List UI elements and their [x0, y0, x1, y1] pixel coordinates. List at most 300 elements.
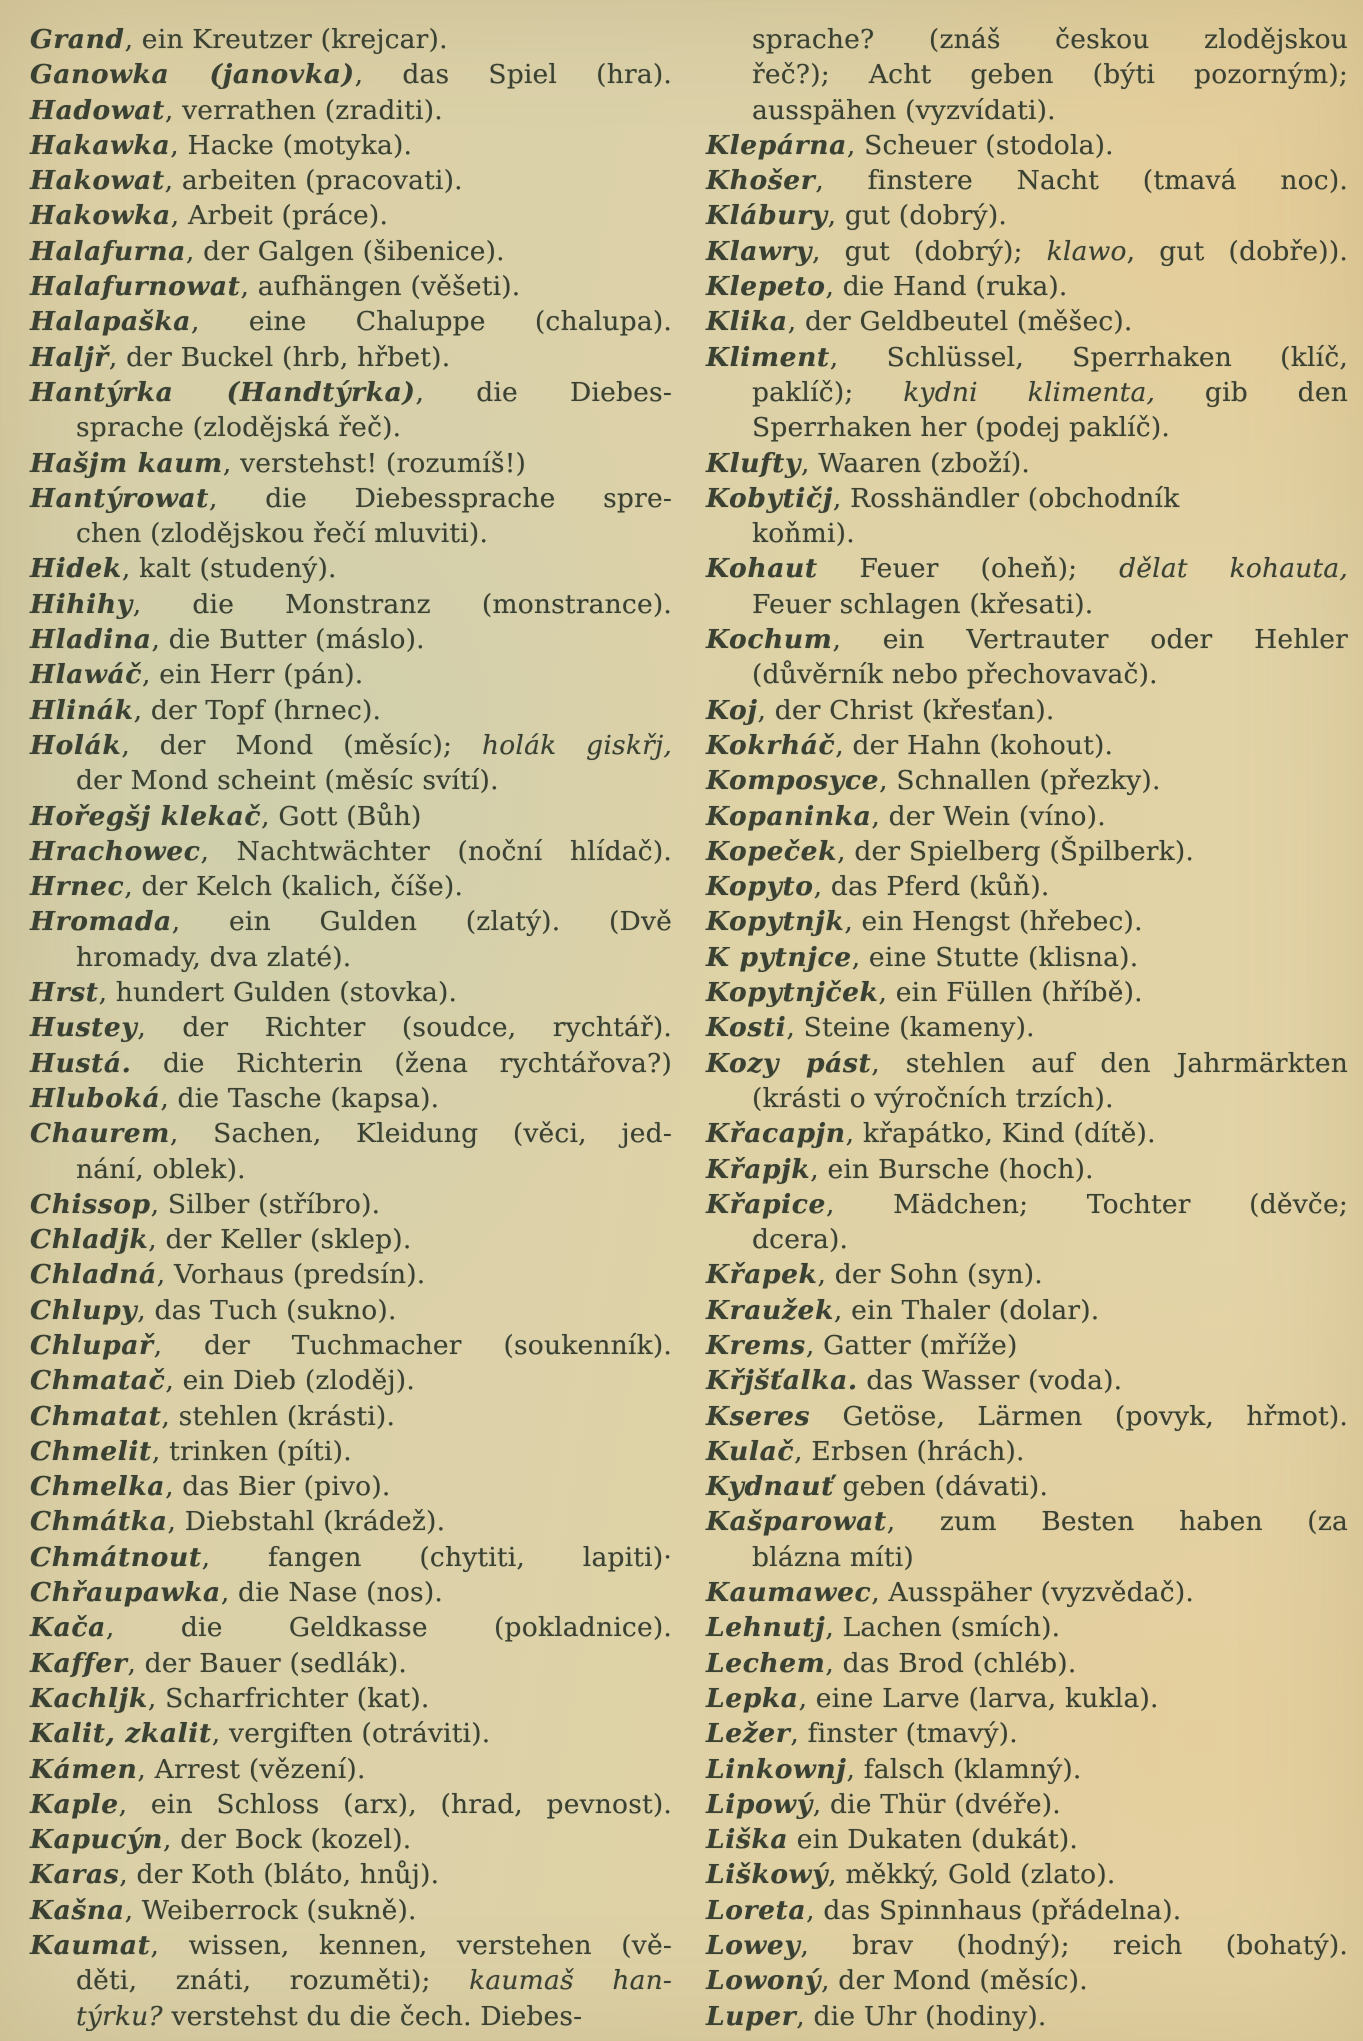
gloss-text: , Waaren (zboží). — [801, 447, 1031, 479]
gloss-text: das Wasser (voda). — [857, 1365, 1123, 1397]
gloss-text: , der Christ (křesťan). — [757, 694, 1055, 726]
gloss-text: , Rosshändler (obchodník — [832, 482, 1180, 514]
headword: Kseres — [706, 1400, 811, 1432]
dictionary-line — [706, 1999, 1348, 2034]
gloss-text: , zum Besten haben (za — [886, 1506, 1348, 1538]
headword: Kosti — [706, 1012, 787, 1044]
gloss-text: , ein Dieb (zloděj). — [165, 1365, 415, 1397]
dictionary-line — [30, 869, 672, 904]
gloss-text: (důvěrník nebo přechovavač). — [752, 659, 1158, 691]
gloss-text: , Steine (kameny). — [786, 1012, 1035, 1044]
dictionary-line — [30, 410, 672, 445]
dictionary-line — [706, 975, 1348, 1010]
gloss-text: , das Bier (pivo). — [165, 1471, 391, 1503]
dictionary-line — [706, 57, 1348, 92]
headword: Linkownj — [706, 1753, 847, 1785]
dictionary-line — [30, 1469, 672, 1504]
dictionary-line — [706, 799, 1348, 834]
dictionary-line — [706, 128, 1348, 163]
dictionary-line — [706, 446, 1348, 481]
dictionary-line — [30, 1646, 672, 1681]
dictionary-line — [30, 799, 672, 834]
dictionary-line — [30, 1152, 672, 1187]
headword: K pytnjce — [706, 941, 852, 973]
headword: Kaumat — [30, 1930, 151, 1962]
gloss-text: , Ausspäher (vyzvědač). — [871, 1577, 1195, 1609]
gloss-text: , Vorhaus (predsín). — [156, 1259, 426, 1291]
gloss-text: , Diebstahl (krádež). — [167, 1506, 446, 1538]
gloss-text: , ein Herr (pán). — [142, 659, 364, 691]
headword: Liška — [706, 1824, 789, 1856]
gloss-text: , Arbeit (práce). — [170, 200, 389, 232]
dictionary-line — [706, 693, 1348, 728]
dictionary-line — [706, 1363, 1348, 1398]
gloss-text: , das Spiel (hra). — [354, 59, 672, 91]
gloss-text: , stehlen (krásti). — [161, 1400, 396, 1432]
headword: Kapucýn — [30, 1824, 163, 1856]
gloss-text: , der Galgen (šibenice). — [185, 235, 505, 267]
dictionary-line — [30, 1222, 672, 1257]
headword: Komposyce — [706, 765, 880, 797]
dictionary-line — [30, 1822, 672, 1857]
gloss-text: , ein Gulden (zlatý). (Dvě — [171, 906, 672, 938]
headword: Kašparowat — [706, 1506, 887, 1538]
gloss-text: , der Bauer (sedlák). — [127, 1647, 408, 1679]
headword: Chaurem — [30, 1118, 170, 1150]
cant-phrase: klawo — [1046, 235, 1127, 267]
gloss-text: , wissen, kennen, verstehen (vě- — [150, 1930, 672, 1962]
headword: Holák — [30, 729, 122, 761]
headword: Kohaut — [706, 553, 818, 585]
headword: Halafurnowat — [30, 271, 241, 303]
headword: Kalit, zkalit — [30, 1718, 212, 1750]
gloss-text: , Lachen (smích). — [825, 1612, 1061, 1644]
headword: Hustá. — [30, 1047, 132, 1079]
headword: Kaffer — [30, 1647, 128, 1679]
headword: Hrnec — [30, 871, 125, 903]
gloss-text: , die Monstranz (monstrance). — [132, 588, 672, 620]
gloss-text: der Mond scheint (měsíc svítí). — [76, 765, 499, 797]
gloss-text: , der Mond (měsíc). — [821, 1965, 1088, 1997]
headword: Hantýrowat — [30, 482, 209, 514]
headword: Lehnutj — [706, 1612, 826, 1644]
dictionary-line — [30, 904, 672, 939]
dictionary-line — [706, 1716, 1348, 1751]
gloss-text: , der Tuchmacher (soukenník). — [153, 1329, 672, 1361]
gloss-text: , ein Kreutzer (krejcar). — [124, 24, 448, 55]
gloss-text: , das Brod (chléb). — [825, 1647, 1077, 1679]
gloss-text: , křapátko, Kind (dítě). — [845, 1118, 1156, 1150]
dictionary-line — [30, 1752, 672, 1787]
dictionary-line — [30, 22, 672, 57]
dictionary-line — [706, 551, 1348, 586]
dictionary-line — [706, 1963, 1348, 1998]
cant-phrase: kydni klimenta, — [903, 376, 1156, 408]
headword: Hadowat — [30, 94, 165, 126]
dictionary-line — [706, 1116, 1348, 1151]
gloss-text: , Erbsen (hrách). — [794, 1435, 1025, 1467]
dictionary-line — [30, 1187, 672, 1222]
dictionary-line — [30, 516, 672, 551]
gloss-text: , ein Hengst (hřebec). — [844, 906, 1143, 938]
gloss-text: Sperrhaken her (podej paklíč). — [752, 412, 1170, 444]
dictionary-line — [30, 304, 672, 339]
dictionary-line — [30, 1716, 672, 1751]
gloss-text: , Schnallen (přezky). — [879, 765, 1161, 797]
gloss-text: , eine Larve (larva, kukla). — [798, 1682, 1159, 1714]
headword: Kobytičj — [706, 482, 833, 514]
gloss-text: sprache (zlodějská řeč). — [76, 412, 402, 444]
headword: Křapek — [706, 1259, 818, 1291]
dictionary-line — [706, 198, 1348, 233]
gloss-text: Feuer (oheň); — [817, 553, 1120, 585]
left-column — [30, 22, 672, 2041]
headword: Hustey — [30, 1012, 138, 1044]
gloss-text: , der Hahn (kohout). — [835, 729, 1114, 761]
dictionary-line — [706, 869, 1348, 904]
dictionary-line — [30, 1893, 672, 1928]
gloss-text: , Nachtwächter (noční hlídač). — [200, 835, 672, 867]
gloss-text: , die Diebes- — [415, 376, 672, 408]
gloss-text: (krásti o výročních trzích). — [752, 1082, 1114, 1114]
dictionary-line — [30, 975, 672, 1010]
headword: Lepka — [706, 1682, 799, 1714]
dictionary-line — [706, 516, 1348, 551]
headword: Hlawáč — [30, 659, 142, 691]
cant-phrase: dělat kohauta, — [1119, 553, 1348, 585]
headword: Hantýrka (Handtýrka) — [30, 376, 416, 408]
gloss-text: , vergiften (otráviti). — [211, 1718, 491, 1750]
gloss-text: , Gatter (mříže) — [805, 1329, 1018, 1361]
dictionary-line — [30, 1999, 672, 2034]
headword: Křapice — [706, 1188, 826, 1220]
dictionary-line — [706, 1222, 1348, 1257]
dictionary-line — [706, 1081, 1348, 1116]
gloss-text: , Sachen, Kleidung (věci, jed- — [169, 1118, 672, 1150]
headword: Hluboká — [30, 1082, 161, 1114]
dictionary-line — [30, 1010, 672, 1045]
dictionary-line — [30, 1787, 672, 1822]
dictionary-line — [706, 1857, 1348, 1892]
gloss-text: , ein Bursche (hoch). — [810, 1153, 1094, 1185]
dictionary-line — [30, 587, 672, 622]
dictionary-line — [706, 1257, 1348, 1292]
gloss-text: koňmi). — [752, 518, 855, 550]
gloss-text: , verstehst! (rozumíš!) — [222, 447, 527, 479]
gloss-text: , der Koth (bláto, hnůj). — [119, 1859, 440, 1891]
gloss-text: , ein Schloss (arx), (hrad, pevnost). — [118, 1788, 672, 1820]
headword: Křjšťalka. — [706, 1365, 858, 1397]
dictionary-line — [30, 481, 672, 516]
dictionary-line — [706, 587, 1348, 622]
dictionary-line — [706, 410, 1348, 445]
headword: Lowey — [706, 1930, 801, 1962]
dictionary-line — [30, 1257, 672, 1292]
gloss-text: , der Richter (soudce, rychtář). — [137, 1012, 672, 1044]
headword: Kydnauť — [706, 1471, 834, 1503]
gloss-text: , Schlüssel, Sperrhaken (klíč, — [829, 341, 1348, 373]
gloss-text: , aufhängen (věšeti). — [240, 271, 521, 303]
dictionary-line — [30, 1399, 672, 1434]
dictionary-line — [30, 622, 672, 657]
gloss-text: , Hacke (motyka). — [170, 129, 413, 161]
dictionary-line — [706, 340, 1348, 375]
headword: Kopaninka — [706, 800, 872, 832]
headword: Liškowý — [706, 1859, 829, 1891]
dictionary-line — [706, 1928, 1348, 1963]
dictionary-line — [30, 446, 672, 481]
gloss-text: , Silber (stříbro). — [150, 1188, 381, 1220]
dictionary-line — [706, 834, 1348, 869]
headword: Klepárna — [706, 129, 847, 161]
dictionary-line — [706, 1469, 1348, 1504]
headword: Klika — [706, 306, 788, 338]
headword: Chladjk — [30, 1224, 149, 1256]
dictionary-line — [30, 1293, 672, 1328]
gloss-text: Getöse, Lärmen (povyk, hřmot). — [810, 1400, 1348, 1432]
gloss-text: , die Thür (dvéře). — [812, 1788, 1061, 1820]
headword: Chřaupawka — [30, 1577, 221, 1609]
gloss-text: , stehlen auf den Jahrmärkten — [871, 1047, 1348, 1079]
gloss-text: , das Spinnhaus (přádelna). — [806, 1894, 1182, 1926]
gloss-text: ein Dukaten (dukát). — [788, 1824, 1079, 1856]
headword: Kokrháč — [706, 729, 836, 761]
dictionary-line — [706, 940, 1348, 975]
dictionary-line — [706, 657, 1348, 692]
headword: Kaumawec — [706, 1577, 872, 1609]
gloss-text: , der Topf (hrnec). — [133, 694, 382, 726]
gloss-text: , ein Füllen (hříbě). — [878, 977, 1143, 1009]
headword: Kámen — [30, 1753, 138, 1785]
dictionary-line — [30, 163, 672, 198]
dictionary-line — [706, 1646, 1348, 1681]
dictionary-line — [706, 1293, 1348, 1328]
gloss-text: die Richterin (žena rychtářova?) — [131, 1047, 672, 1079]
dictionary-line — [30, 57, 672, 92]
gloss-text: , die Diebessprache spre- — [208, 482, 672, 514]
gloss-text: , ein Thaler (dolar). — [833, 1294, 1100, 1326]
dictionary-line — [30, 1116, 672, 1151]
headword: Chmátka — [30, 1506, 168, 1538]
gloss-text: , gut (dobrý); — [812, 235, 1047, 267]
gloss-text: , finster (tmavý). — [790, 1718, 1018, 1750]
gloss-text: , kalt (studený). — [121, 553, 337, 585]
headword: Luper — [706, 2000, 797, 2032]
cant-phrase: holák giskřj, — [482, 729, 672, 761]
headword: Hakawka — [30, 129, 171, 161]
headword: Chlupař — [30, 1329, 154, 1361]
dictionary-line — [706, 93, 1348, 128]
gloss-text: , das Pferd (kůň). — [813, 871, 1050, 903]
gloss-text: , eine Chaluppe (chalupa). — [191, 306, 672, 338]
gloss-text: geben (dávati). — [833, 1471, 1049, 1503]
dictionary-line — [706, 1187, 1348, 1222]
headword: Kozy pást — [706, 1047, 872, 1079]
headword: Kopytnjček — [706, 977, 879, 1009]
headword: Hořegšj klekač — [30, 800, 262, 832]
headword: Khošer — [706, 165, 816, 197]
dictionary-line — [706, 1540, 1348, 1575]
dictionary-line — [706, 22, 1348, 57]
gloss-text: , ein Vertrauter oder Hehler — [832, 624, 1348, 656]
dictionary-line — [706, 163, 1348, 198]
gloss-text: hromady, dva zlaté). — [76, 941, 352, 973]
dictionary-line — [30, 234, 672, 269]
dictionary-line — [706, 1010, 1348, 1045]
headword: Křacapjn — [706, 1118, 846, 1150]
gloss-text: , der Mond (měsíc); — [121, 729, 482, 761]
dictionary-line — [30, 198, 672, 233]
dictionary-line — [30, 693, 672, 728]
dictionary-line — [706, 375, 1348, 410]
headword: Ležer — [706, 1718, 791, 1750]
gloss-text: , Arrest (vězení). — [137, 1753, 366, 1785]
gloss-text: , der Keller (sklep). — [148, 1224, 412, 1256]
headword: Chmatat — [30, 1400, 162, 1432]
gloss-text: , die Tasche (kapsa). — [160, 1082, 440, 1114]
dictionary-line — [30, 1504, 672, 1539]
gloss-text: ausspähen (vyzvídati). — [752, 94, 1056, 126]
headword: Kachljk — [30, 1682, 148, 1714]
headword: Chmelit — [30, 1435, 152, 1467]
dictionary-line — [30, 940, 672, 975]
headword: Kaple — [30, 1788, 119, 1820]
dictionary-line — [706, 1434, 1348, 1469]
dictionary-line — [30, 93, 672, 128]
dictionary-line — [706, 622, 1348, 657]
gloss-text: , die Geldkasse (pokladnice). — [105, 1612, 672, 1644]
gloss-text: , der Bock (kozel). — [163, 1824, 412, 1856]
headword: Hladina — [30, 624, 152, 656]
headword: Hidek — [30, 553, 122, 585]
gloss-text: , der Geldbeutel (měšec). — [787, 306, 1133, 338]
dictionary-line — [706, 1046, 1348, 1081]
headword: Loreta — [706, 1894, 807, 1926]
gloss-text: , falsch (klamný). — [846, 1753, 1082, 1785]
cant-phrase: kaumaš han- — [469, 1965, 673, 1997]
headword: Haljř — [30, 341, 109, 373]
gloss-text: , der Wein (víno). — [871, 800, 1106, 832]
headword: Halapaška — [30, 306, 191, 338]
right-column — [706, 22, 1348, 2041]
headword: Chissop — [30, 1188, 151, 1220]
dictionary-line — [706, 1328, 1348, 1363]
gloss-text: , verrathen (zraditi). — [164, 94, 443, 126]
gloss-text: , der Kelch (kalich, číše). — [124, 871, 464, 903]
dictionary-line — [30, 1046, 672, 1081]
gloss-text: chen (zlodějskou řečí mluviti). — [76, 518, 489, 550]
gloss-text: gib den — [1155, 376, 1349, 408]
dictionary-line — [706, 1152, 1348, 1187]
headword: Kopeček — [706, 835, 838, 867]
gloss-text: , eine Stutte (klisna). — [851, 941, 1139, 973]
dictionary-line — [30, 128, 672, 163]
dictionary-line — [706, 728, 1348, 763]
dictionary-line — [30, 1610, 672, 1645]
headword: Lowoný — [706, 1965, 822, 1997]
dictionary-line — [706, 234, 1348, 269]
dictionary-line — [706, 481, 1348, 516]
gloss-text: sprache? (znáš českou zlodějskou — [752, 24, 1348, 55]
dictionary-line — [706, 1575, 1348, 1610]
headword: Chladná — [30, 1259, 157, 1291]
headword: Hakowka — [30, 200, 171, 232]
headword: Koj — [706, 694, 758, 726]
headword: Hihihy — [30, 588, 133, 620]
headword: Kraužek — [706, 1294, 834, 1326]
gloss-text: , Weiberrock (sukně). — [124, 1894, 417, 1926]
headword: Hlinák — [30, 694, 134, 726]
headword: Chmátnout — [30, 1541, 202, 1573]
gloss-text: , Scheuer (stodola). — [846, 129, 1114, 161]
dictionary-line — [706, 1822, 1348, 1857]
dictionary-line — [706, 1752, 1348, 1787]
headword: Klufty — [706, 447, 802, 479]
headword: Chlupy — [30, 1294, 138, 1326]
headword: Hromada — [30, 906, 172, 938]
dictionary-line — [30, 1363, 672, 1398]
headword: Chmelka — [30, 1471, 166, 1503]
dictionary-line — [30, 340, 672, 375]
dictionary-line — [30, 657, 672, 692]
gloss-text: dcera). — [752, 1224, 849, 1256]
gloss-text: nání, oblek). — [76, 1153, 246, 1185]
dictionary-line — [30, 834, 672, 869]
gloss-text: , die Hand (ruka). — [825, 271, 1068, 303]
gloss-text: , finstere Nacht (tmavá noc). — [815, 165, 1348, 197]
dictionary-line — [706, 1893, 1348, 1928]
dictionary-line — [30, 1434, 672, 1469]
dictionary-line — [30, 1081, 672, 1116]
headword: Halafurna — [30, 235, 186, 267]
headword: Hrachowec — [30, 835, 201, 867]
headword: Klawry — [706, 235, 813, 267]
dictionary-line — [706, 1504, 1348, 1539]
headword: Kochum — [706, 624, 833, 656]
headword: Kača — [30, 1612, 106, 1644]
dictionary-line — [706, 1787, 1348, 1822]
gloss-text: Feuer schlagen (křesati). — [752, 588, 1094, 620]
gloss-text: , arbeiten (pracovati). — [164, 165, 463, 197]
dictionary-line — [30, 1928, 672, 1963]
dictionary-line — [706, 1681, 1348, 1716]
dictionary-line — [706, 1399, 1348, 1434]
gloss-text: blázna míti) — [752, 1541, 914, 1573]
dictionary-line — [706, 763, 1348, 798]
gloss-text: , Mädchen; Tochter (děvče; — [825, 1188, 1348, 1220]
dictionary-line — [30, 1681, 672, 1716]
gloss-text: , der Sohn (syn). — [817, 1259, 1043, 1291]
gloss-text: děti, znáti, rozuměti); — [76, 1965, 470, 1997]
cant-phrase: týrku? — [76, 2000, 163, 2032]
dictionary-line — [30, 728, 672, 763]
headword: Lipowý — [706, 1788, 813, 1820]
headword: Kulač — [706, 1435, 795, 1467]
dictionary-line — [30, 269, 672, 304]
dictionary-line — [30, 1575, 672, 1610]
headword: Kopytnjk — [706, 906, 845, 938]
headword: Hakowat — [30, 165, 165, 197]
dictionary-line — [30, 551, 672, 586]
gloss-text: , die Butter (máslo). — [151, 624, 425, 656]
headword: Krems — [706, 1329, 806, 1361]
dictionary-line — [706, 1610, 1348, 1645]
headword: Chmatač — [30, 1365, 166, 1397]
gloss-text: , gut (dobře)). — [1126, 235, 1349, 267]
dictionary-line — [30, 1963, 672, 1998]
headword: Kopyto — [706, 871, 814, 903]
dictionary-line — [30, 1540, 672, 1575]
